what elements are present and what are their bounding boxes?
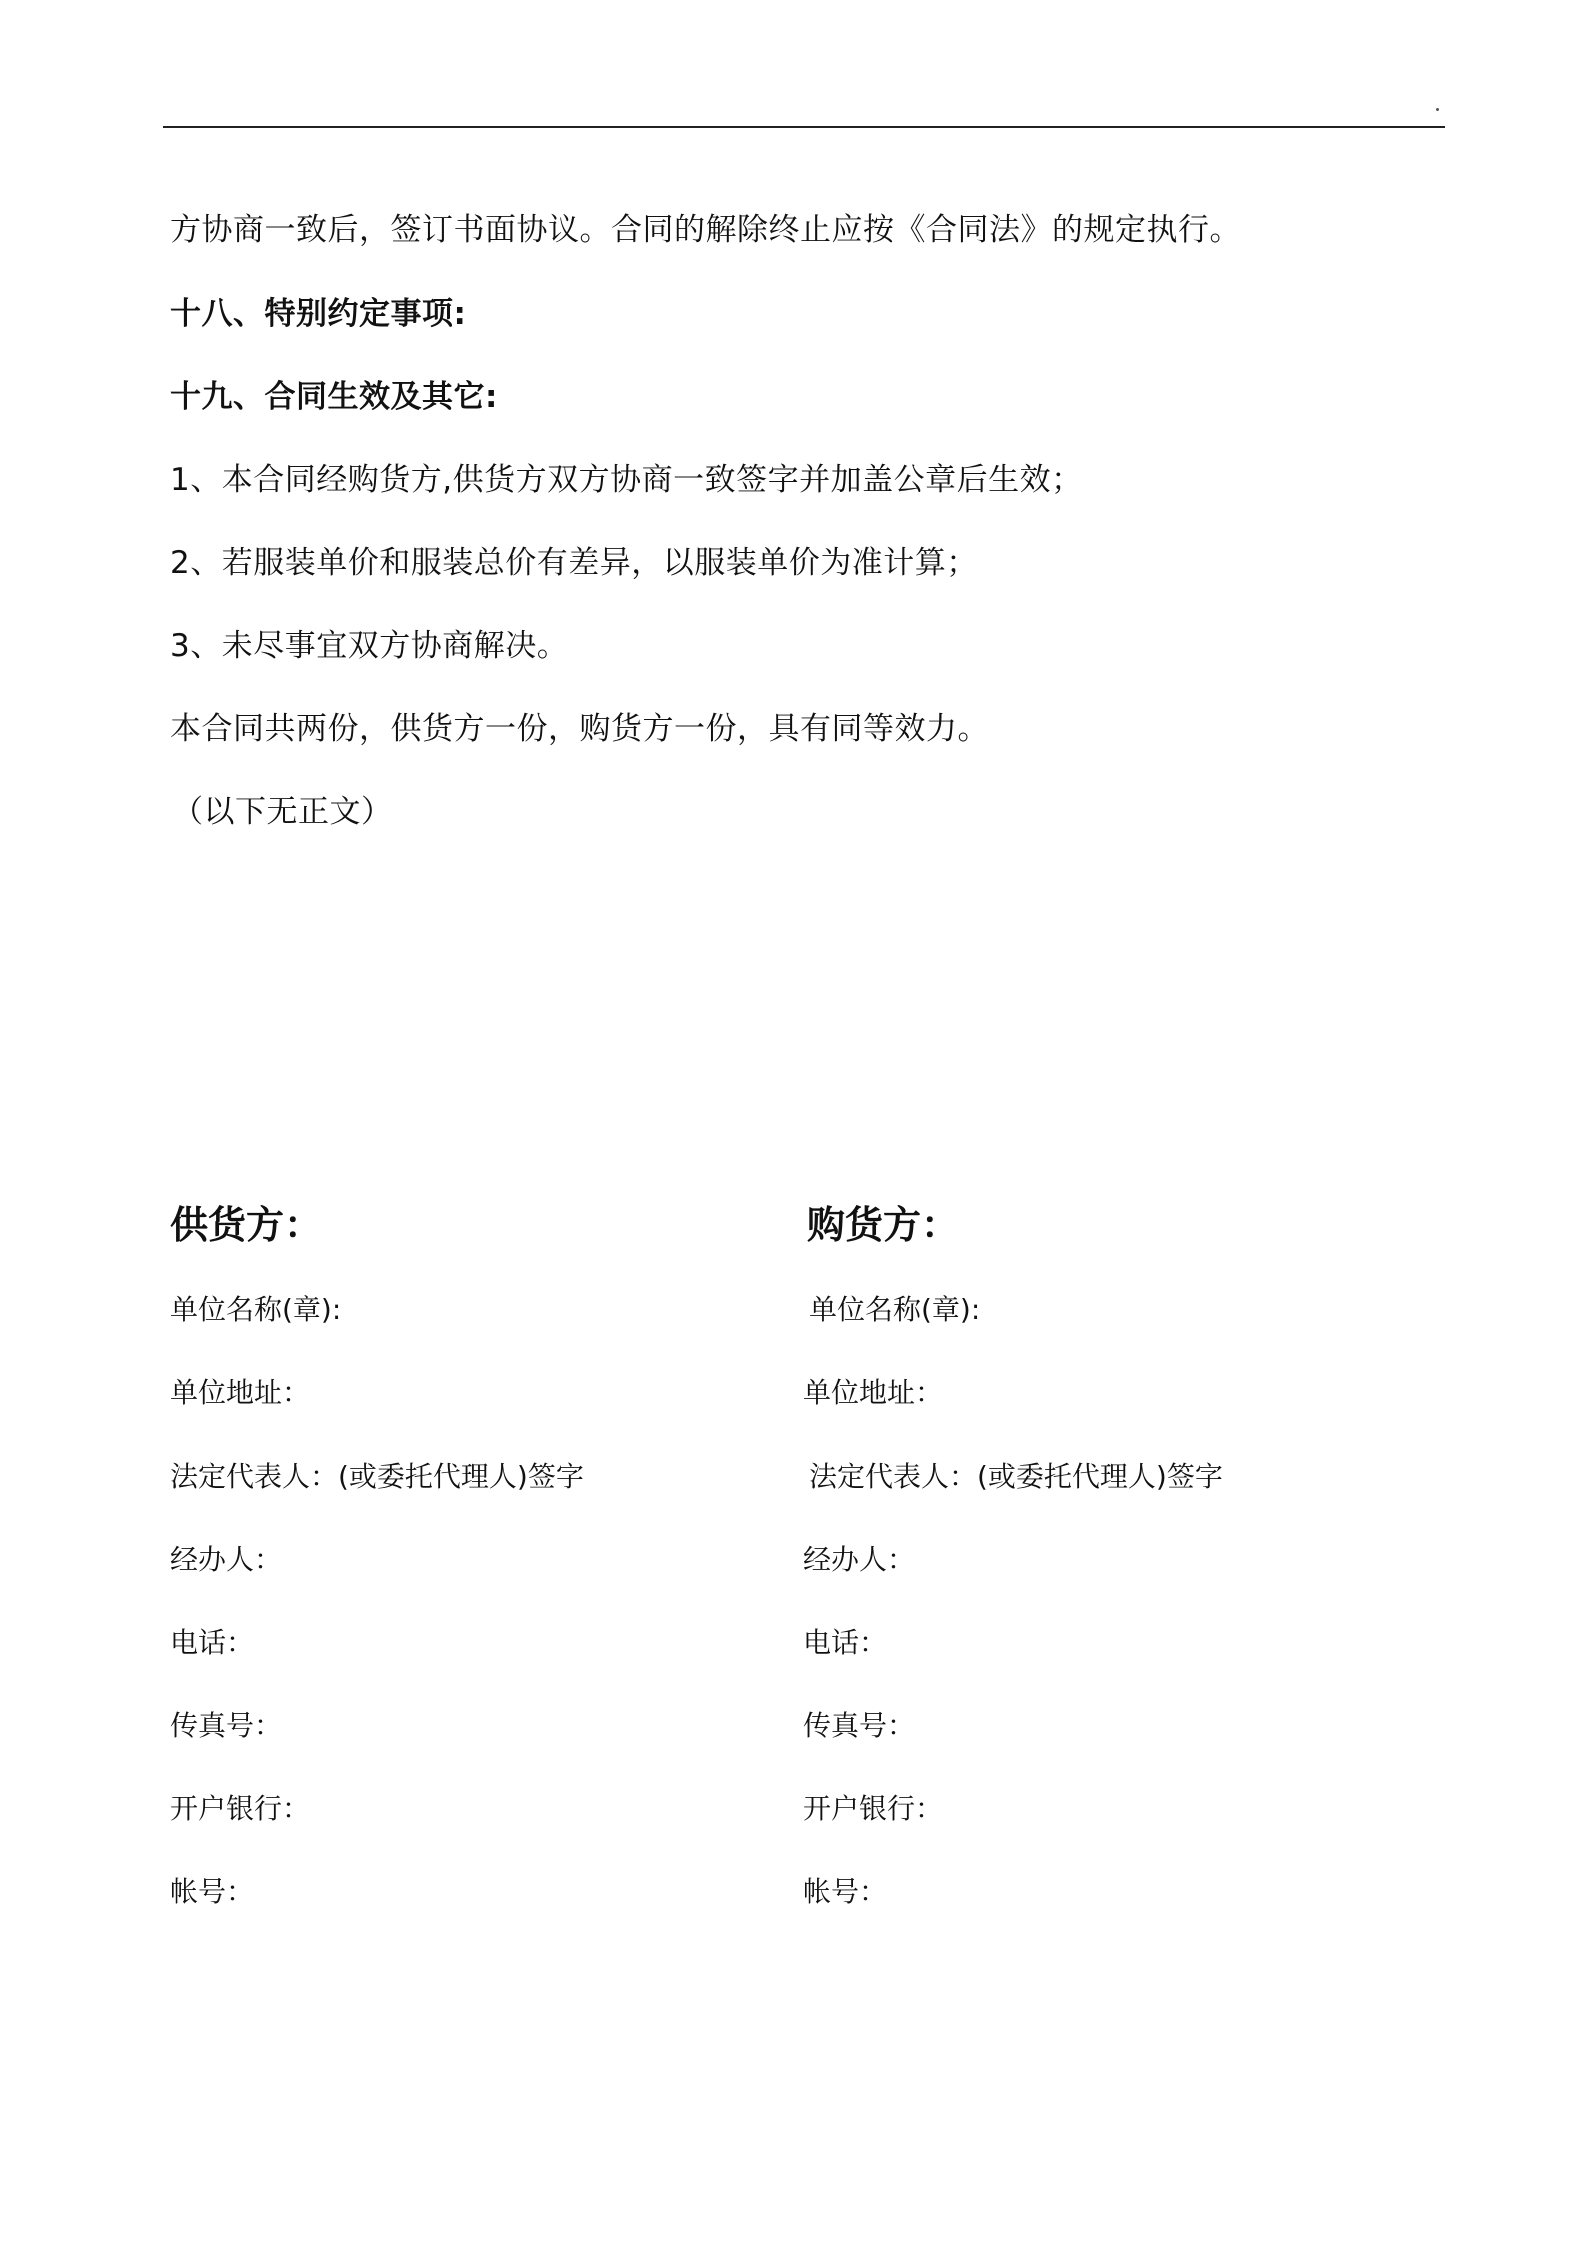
buyer-handler-field: 经办人：: [803, 1543, 916, 1576]
clause-item-3: 3、未尽事宜双方协商解决。: [170, 628, 569, 664]
buyer-company-name-field: 单位名称(章):: [809, 1293, 981, 1326]
clause-text-termination: 方协商一致后，签订书面协议。合同的解除终止应按《合同法》的规定执行。: [170, 212, 1241, 248]
supplier-bank-field: 开户银行：: [170, 1792, 311, 1825]
page-header-dot: [1436, 108, 1439, 111]
supplier-fax-field: 传真号：: [170, 1709, 283, 1742]
end-of-text-note: （以下无正文）: [172, 794, 393, 830]
header-rule: [163, 126, 1445, 128]
buyer-address-field: 单位地址：: [803, 1376, 944, 1409]
supplier-phone-field: 电话：: [170, 1626, 255, 1659]
supplier-company-name-field: 单位名称(章):: [170, 1293, 342, 1326]
copies-statement: 本合同共两份，供货方一份，购货方一份，具有同等效力。: [170, 711, 989, 747]
heading-effectiveness: 十九、合同生效及其它:: [170, 379, 498, 415]
buyer-account-field: 帐号：: [803, 1875, 888, 1908]
supplier-address-field: 单位地址：: [170, 1376, 311, 1409]
clause-item-2: 2、若服装单价和服装总价有差异，以服装单价为准计算；: [170, 545, 978, 581]
clause-item-1: 1、本合同经购货方,供货方双方协商一致签字并加盖公章后生效；: [170, 462, 1083, 498]
buyer-bank-field: 开户银行：: [803, 1792, 944, 1825]
supplier-legal-rep-field: 法定代表人：(或委托代理人)签字: [170, 1460, 584, 1493]
buyer-title: 购货方：: [807, 1203, 960, 1247]
supplier-title: 供货方：: [170, 1203, 323, 1247]
heading-special-terms: 十八、特别约定事项:: [170, 296, 467, 332]
supplier-account-field: 帐号：: [170, 1875, 255, 1908]
buyer-legal-rep-field: 法定代表人：(或委托代理人)签字: [809, 1460, 1223, 1493]
buyer-fax-field: 传真号：: [803, 1709, 916, 1742]
supplier-handler-field: 经办人：: [170, 1543, 283, 1576]
buyer-phone-field: 电话：: [803, 1626, 888, 1659]
